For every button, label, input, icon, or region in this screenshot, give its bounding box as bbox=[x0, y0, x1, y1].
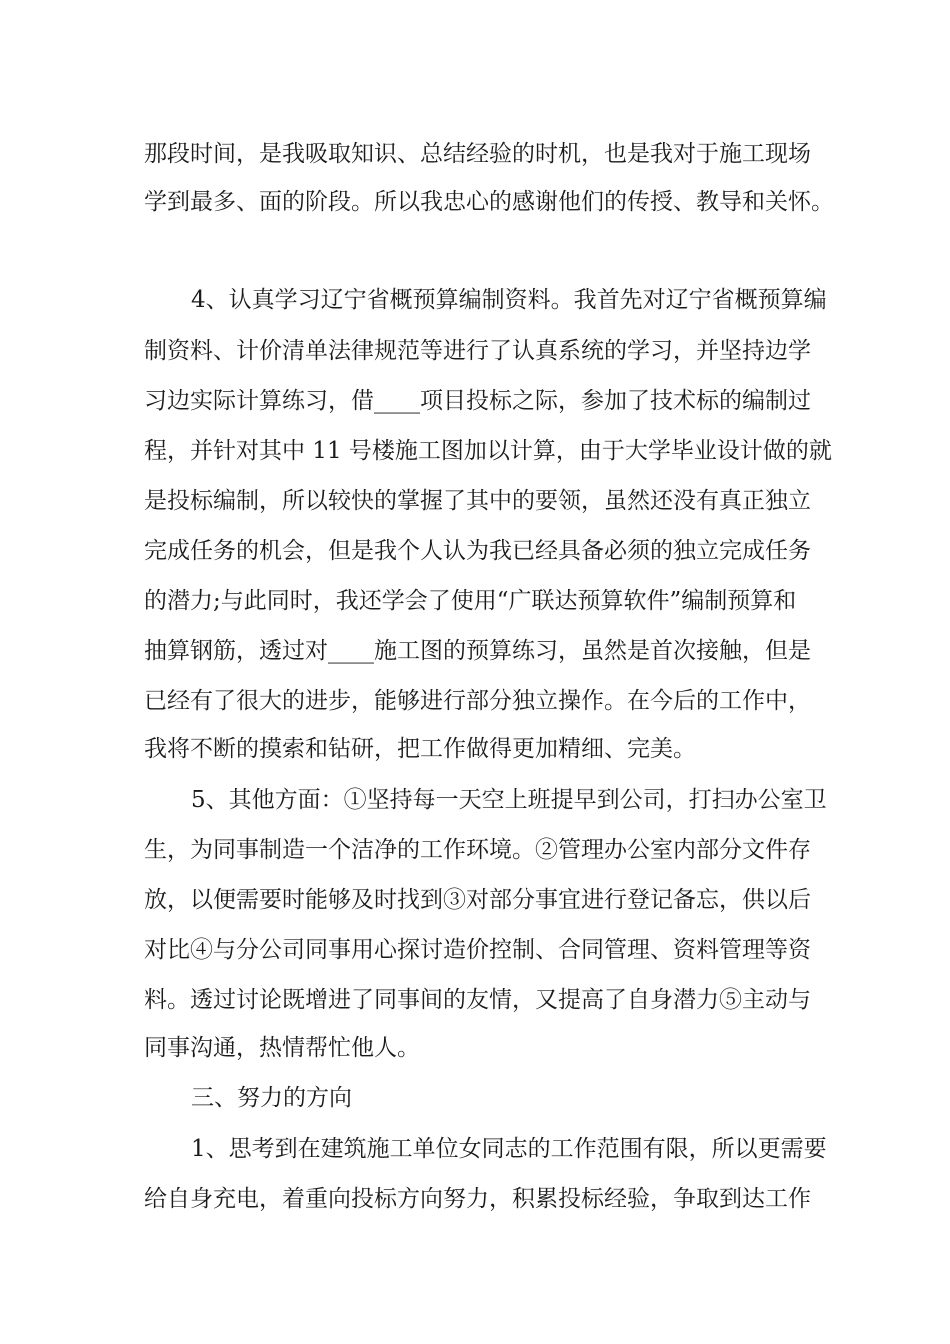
text-line: 放，以便需要时能够及时找到③对部分事宜进行登记备忘，供以后 bbox=[144, 887, 811, 913]
text-line: 4、认真学习辽宁省概预算编制资料。我首先对辽宁省概预算编 bbox=[191, 287, 827, 313]
text-line: 同事沟通，热情帮忙他人。 bbox=[144, 1035, 420, 1061]
text-line: 那段时间，是我吸取知识、总结经验的时机，也是我对于施工现场 bbox=[144, 141, 811, 167]
text-line: 我将不断的摸索和钻研，把工作做得更加精细、完美。 bbox=[144, 736, 696, 762]
text-line: 对比④与分公司同事用心探讨造价控制、合同管理、资料管理等资 bbox=[144, 937, 811, 963]
text-line: 完成任务的机会，但是我个人认为我已经具备必须的独立完成任务 bbox=[144, 538, 811, 564]
text-line: 已经有了很大的进步，能够进行部分独立操作。在今后的工作中， bbox=[144, 688, 811, 714]
section-heading: 三、努力的方向 bbox=[191, 1085, 352, 1111]
text-line: 给自身充电，着重向投标方向努力，积累投标经验，争取到达工作 bbox=[144, 1186, 811, 1212]
text-line: 料。透过讨论既增进了同事间的友情，又提高了自身潜力⑤主动与 bbox=[144, 987, 811, 1013]
text-line: 抽算钢筋，透过对____施工图的预算练习，虽然是首次接触，但是 bbox=[144, 638, 811, 664]
text-line: 的潜力;与此同时，我还学会了使用“广联达预算软件”编制预算和 bbox=[144, 588, 797, 614]
text-line: 1、思考到在建筑施工单位女同志的工作范围有限，所以更需要 bbox=[191, 1136, 827, 1162]
text-line: 习边实际计算练习，借____项目投标之际，参加了技术标的编制过 bbox=[144, 388, 811, 414]
text-line: 学到最多、面的阶段。所以我忠心的感谢他们的传授、教导和关怀。 bbox=[144, 189, 834, 215]
text-line: 制资料、计价清单法律规范等进行了认真系统的学习，并坚持边学 bbox=[144, 338, 811, 364]
text-line: 5、其他方面：①坚持每一天空上班提早到公司，打扫办公室卫 bbox=[191, 787, 827, 813]
text-line: 生，为同事制造一个洁净的工作环境。②管理办公室内部分文件存 bbox=[144, 837, 811, 863]
text-line: 是投标编制，所以较快的掌握了其中的要领，虽然还没有真正独立 bbox=[144, 488, 811, 514]
text-line: 程，并针对其中 11 号楼施工图加以计算，由于大学毕业设计做的就 bbox=[144, 438, 832, 464]
